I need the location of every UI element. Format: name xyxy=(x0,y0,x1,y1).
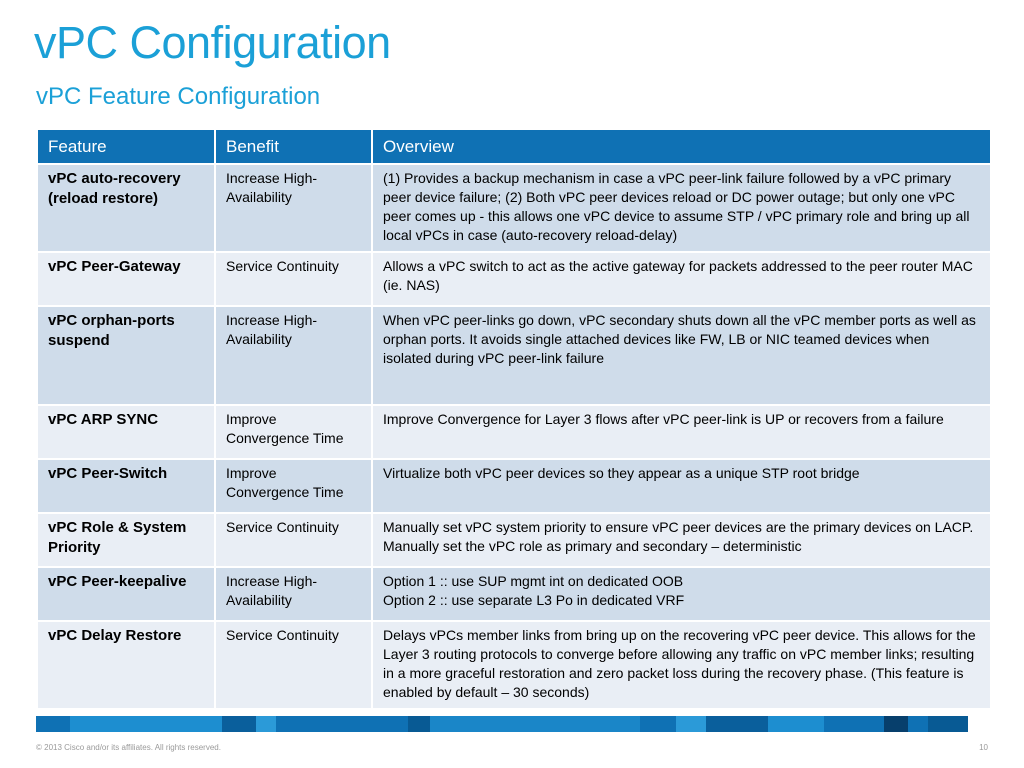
feature-cell: vPC orphan-ports suspend xyxy=(38,306,215,405)
feature-cell: vPC Peer-Gateway xyxy=(38,252,215,306)
benefit-cell: Increase High-Availability xyxy=(215,164,372,252)
overview-cell xyxy=(372,567,990,621)
benefit-cell: Service Continuity xyxy=(215,621,372,708)
page-number: 10 xyxy=(979,743,988,752)
overview-line: Option 2 :: use separate L3 Po in dedicated VRF xyxy=(383,592,685,608)
feature-cell: vPC Peer-keepalive xyxy=(38,567,215,621)
overview-cell: Delays vPCs member links from bring up on the recovering vPC peer device. This allows for the Layer 3 routing protocols to converge before allowing any traffic on vPC member links; resulting in a more graceful restoration and zero packet loss during the recovery phase. (This feature is enabled by default – 30 seconds) xyxy=(372,621,990,708)
feature-cell: vPC Peer-Switch xyxy=(38,459,215,513)
overview-cell: Manually set vPC system priority to ensure vPC peer devices are the primary devices on LACP. Manually set the vPC role as primary and secondary – deterministic xyxy=(372,513,990,567)
table-row xyxy=(38,306,990,405)
overview-cell: Improve Convergence for Layer 3 flows after vPC peer-link is UP or recovers from a failure xyxy=(372,405,990,459)
benefit-cell: Increase High-Availability xyxy=(215,567,372,621)
benefit-cell: Improve Convergence Time xyxy=(215,459,372,513)
feature-cell: vPC Delay Restore xyxy=(38,621,215,708)
benefit-cell: Increase High-Availability xyxy=(215,306,372,405)
benefit-cell: Service Continuity xyxy=(215,252,372,306)
benefit-cell: Service Continuity xyxy=(215,513,372,567)
slide-subtitle: vPC Feature Configuration xyxy=(36,83,321,110)
header-feature: Feature xyxy=(38,130,215,164)
table-row xyxy=(38,621,990,708)
overview-cell: Virtualize both vPC peer devices so they appear as a unique STP root bridge xyxy=(372,459,990,513)
table-row xyxy=(38,459,990,513)
feature-cell: vPC auto-recovery (reload restore) xyxy=(38,164,215,252)
slide-title: vPC Configuration xyxy=(34,17,391,68)
table-header-row xyxy=(38,130,990,164)
table-row xyxy=(38,513,990,567)
benefit-cell: Improve Convergence Time xyxy=(215,405,372,459)
table-row xyxy=(38,567,990,621)
feature-table xyxy=(38,130,990,708)
overview-line: Option 1 :: use SUP mgmt int on dedicated OOB xyxy=(383,573,684,589)
table-row xyxy=(38,252,990,306)
overview-cell: (1) Provides a backup mechanism in case a vPC peer-link failure followed by a vPC primary peer device failure; (2) Both vPC peer devices reload or DC power outage; but only one vPC peer comes up - this allows one vPC device to assume STP / vPC primary role and bring up all local vPCs in case (auto-recovery reload-delay) xyxy=(372,164,990,252)
table-row xyxy=(38,405,990,459)
header-benefit: Benefit xyxy=(215,130,372,164)
overview-cell: Allows a vPC switch to act as the active gateway for packets addressed to the peer router MAC (ie. NAS) xyxy=(372,252,990,306)
overview-cell: When vPC peer-links go down, vPC secondary shuts down all the vPC member ports as well as orphan ports. It avoids single attached devices like FW, LB or NIC teamed devices when isolated during vPC peer-link failure xyxy=(372,306,990,405)
table-row xyxy=(38,164,990,252)
header-overview: Overview xyxy=(372,130,990,164)
feature-cell: vPC ARP SYNC xyxy=(38,405,215,459)
copyright-text: © 2013 Cisco and/or its affiliates. All rights reserved. xyxy=(36,743,221,752)
feature-cell: vPC Role & System Priority xyxy=(38,513,215,567)
footer-color-bar xyxy=(36,716,988,732)
